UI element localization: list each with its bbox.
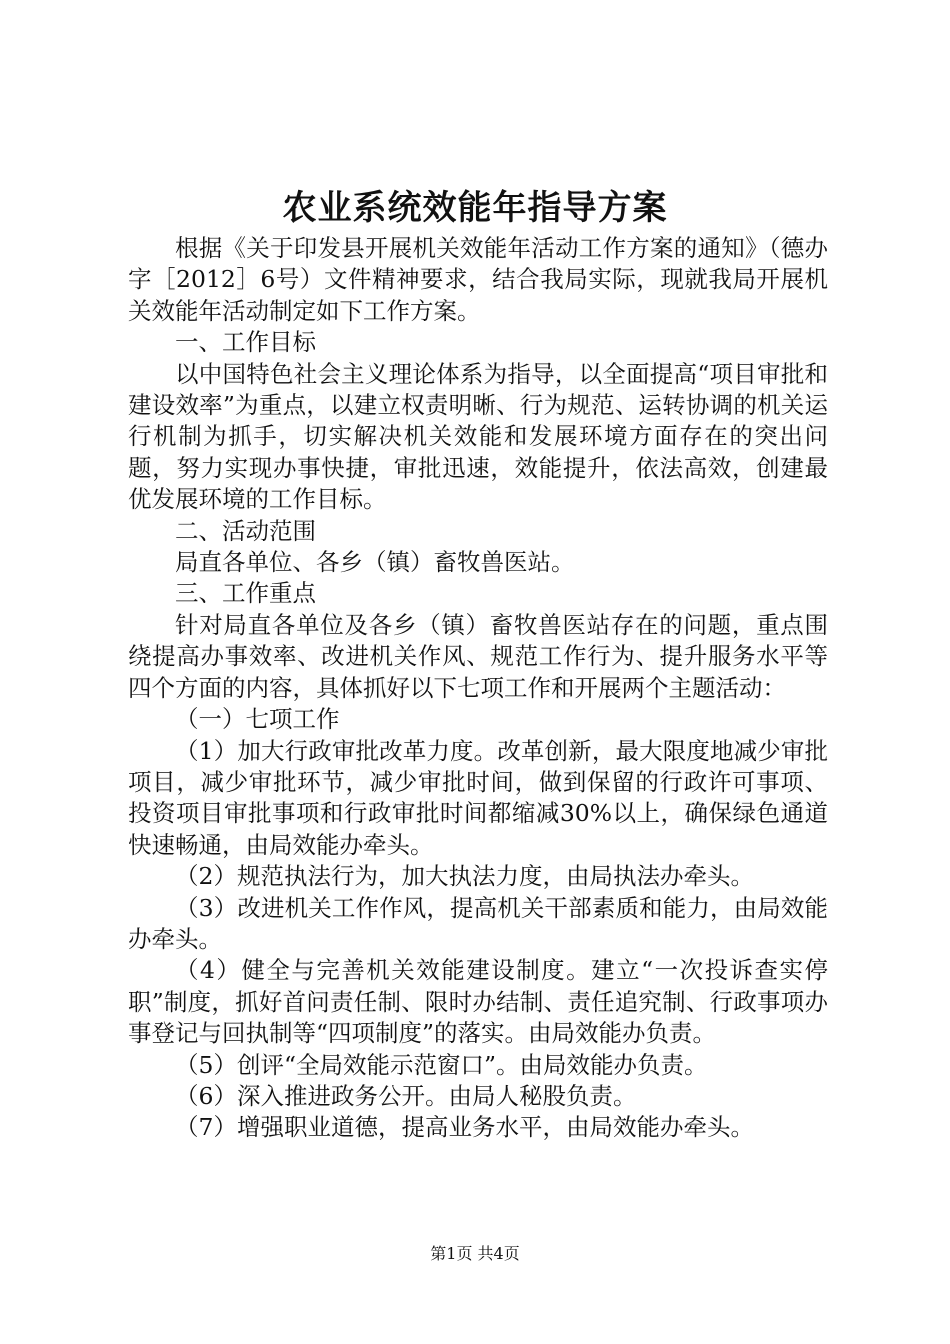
paragraph-work-focus: 针对局直各单位及各乡（镇）畜牧兽医站存在的问题，重点围绕提高办事效率、改进机关作风、规范工作行为、提升服务水平等四个方面的内容，具体抓好以下七项工作和开展两个主题活动： <box>128 610 828 702</box>
task-item-4: （4）健全与完善机关效能建设制度。建立“一次投诉查实停职”制度，抓好首问责任制、限时办结制、责任追究制、行政事项办事登记与回执制等“四项制度”的落实。由局效能办负责。 <box>128 956 828 1048</box>
heading-activity-scope: 二、活动范围 <box>175 516 316 545</box>
document-title: 农业系统效能年指导方案 <box>282 188 668 228</box>
heading-work-goal: 一、工作目标 <box>175 328 316 357</box>
paragraph-activity-scope: 局直各单位、各乡（镇）畜牧兽医站。 <box>175 548 575 577</box>
page-footer: 第1页 共4页 <box>430 1244 520 1263</box>
subheading-seven-tasks: （一）七项工作 <box>175 705 340 734</box>
heading-work-focus: 三、工作重点 <box>175 579 316 608</box>
paragraph-work-goal: 以中国特色社会主义理论体系为指导，以全面提高“项目审批和建设效率”为重点，以建立权责明晰、行为规范、运转协调的机关运行机制为抓手，切实解决机关效能和发展环境方面存在的突出问题，努力实现办事快捷，审批迅速，效能提升，依法高效，创建最优发展环境的工作目标。 <box>128 359 828 514</box>
task-item-1: （1）加大行政审批改革力度。改革创新，最大限度地减少审批项目，减少审批环节，减少审批时间，做到保留的行政许可事项、投资项目审批事项和行政审批时间都缩减30%以上，确保绿色通道快速畅通，由局效能办牵头。 <box>128 736 828 859</box>
task-item-6: （6）深入推进政务公开。由局人秘股负责。 <box>175 1081 637 1110</box>
task-item-2: （2）规范执法行为，加大执法力度，由局执法办牵头。 <box>175 862 754 891</box>
task-item-7: （7）增强职业道德，提高业务水平，由局效能办牵头。 <box>175 1113 754 1142</box>
task-item-3: （3）改进机关工作作风，提高机关干部素质和能力，由局效能办牵头。 <box>128 893 828 953</box>
paragraph-intro: 根据《关于印发县开展机关效能年活动工作方案的通知》（德办字［2012］6号）文件精神要求，结合我局实际，现就我局开展机关效能年活动制定如下工作方案。 <box>128 234 828 325</box>
document-body <box>128 233 828 1144</box>
task-item-5: （5）创评“全局效能示范窗口”。由局效能办负责。 <box>175 1050 708 1079</box>
